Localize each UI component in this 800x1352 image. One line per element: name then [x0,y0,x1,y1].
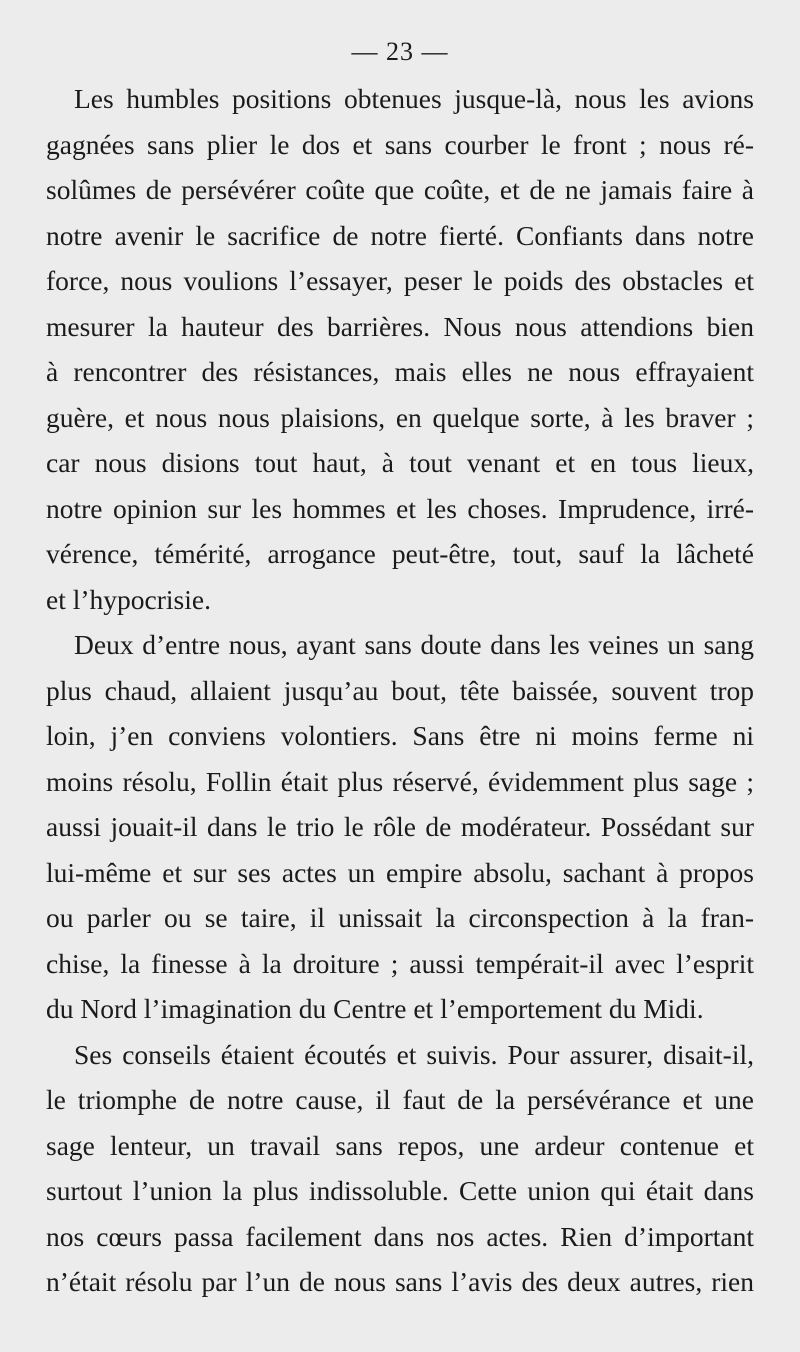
text-line: n’était résolu par l’un de nous sans l’avis des deux autres, rien [46,1266,754,1297]
text-line: moins résolu, Follin était plus réservé, évidemment plus sage ; [46,765,754,797]
text-line: Ses conseils étaient écoutés et suivis. Pour assurer, disait-il, [74,1038,754,1070]
text-line: et l’hypocrisie. [46,583,211,615]
text-line: notre avenir le sacrifice de notre fierté. Confiants dans notre [46,219,754,251]
text-line: solûmes de persévérer coûte que coûte, et de ne jamais faire à [46,174,754,205]
text-line: surtout l’union la plus indissoluble. Cette union qui était dans [46,1175,754,1206]
text-line: lui-même et sur ses actes un empire absolu, sachant à propos [46,856,754,888]
text-block [46,76,754,1305]
text-line: nos cœurs passa facilement dans nos actes. Rien d’important [46,1220,754,1252]
text-line: chise, la finesse à la droiture ; aussi tempérait-il avec l’esprit [46,947,754,979]
text-line: Deux d’entre nous, ayant sans doute dans les veines un sang [74,629,754,660]
text-line: notre opinion sur les hommes et les choses. Imprudence, irré- [46,492,754,524]
text-line: guère, et nous nous plaisions, en quelque sorte, à les braver ; [46,401,754,433]
text-line: mesurer la hauteur des barrières. Nous nous attendions bien [46,310,754,342]
text-line: le triomphe de notre cause, il faut de la persévérance et une [46,1084,754,1115]
text-line: du Nord l’imagination du Centre et l’emportement du Midi. [46,993,704,1024]
page-number: — 23 — [351,37,449,66]
text-line: Les humbles positions obtenues jusque-là, nous les avions [74,83,754,114]
text-line: force, nous voulions l’essayer, peser le poids des obstacles et [46,265,754,296]
text-line: car nous disions tout haut, à tout venant et en tous lieux, [46,447,754,478]
text-line: plus chaud, allaient jusqu’au bout, tête baissée, souvent trop [46,674,754,706]
text-line: sage lenteur, un travail sans repos, une ardeur contenue et [46,1129,754,1161]
text-line: aussi jouait-il dans le trio le rôle de modérateur. Possédant sur [46,811,754,842]
text-line: vérence, témérité, arrogance peut-être, tout, sauf la lâcheté [46,538,754,569]
text-line: ou parler ou se taire, il unissait la circonspection à la fran- [46,902,754,933]
text-line: à rencontrer des résistances, mais elles ne nous effrayaient [46,356,754,387]
text-line: gagnées sans plier le dos et sans courber le front ; nous ré- [46,128,754,160]
text-line: loin, j’en conviens volontiers. Sans être ni moins ferme ni [46,720,754,751]
